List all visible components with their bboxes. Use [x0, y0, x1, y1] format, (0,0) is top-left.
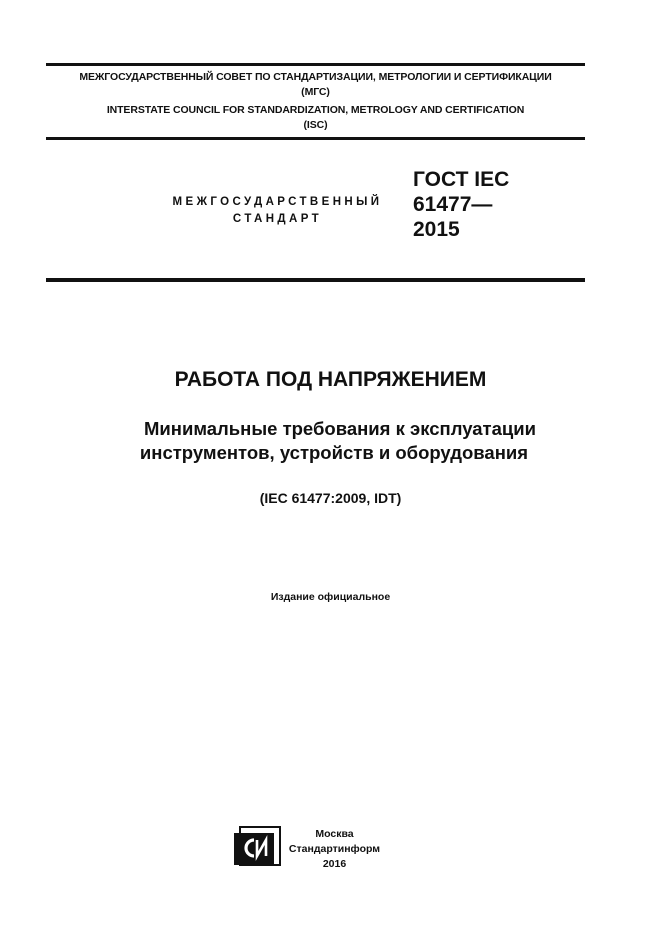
standard-designation: [413, 167, 583, 242]
publisher-name: Стандартинформ: [288, 843, 381, 855]
publisher-city: Москва: [315, 828, 354, 840]
council-english-name: INTERSTATE COUNCIL FOR STANDARDIZATION, METROLOGY AND CERTIFICATION: [106, 104, 525, 116]
council-english-abbreviation: (ISC): [303, 119, 328, 131]
middle-divider: [46, 137, 585, 140]
designation-line3: 2015: [413, 218, 460, 241]
bottom-divider: [46, 278, 585, 282]
council-russian-name: МЕЖГОСУДАРСТВЕННЫЙ СОВЕТ ПО СТАНДАРТИЗАЦИИ, МЕТРОЛОГИИ И СЕРТИФИКАЦИИ: [79, 71, 552, 83]
publisher-year: 2016: [322, 858, 347, 870]
subtitle-line1: Минимальные требования к эксплуатации: [143, 418, 537, 439]
iec-reference: (IEC 61477:2009, IDT): [259, 490, 402, 506]
subtitle-line2: инструментов, устройств и оборудования: [139, 442, 529, 463]
standard-type-line1: МЕЖГОСУДАРСТВЕННЫЙ: [172, 196, 383, 208]
council-english-block: [46, 103, 585, 133]
document-subtitle: [60, 417, 620, 465]
designation-line2: 61477—: [413, 193, 493, 216]
standard-type-label: [150, 194, 405, 228]
top-divider: [46, 63, 585, 66]
standard-type-line2: СТАНДАРТ: [232, 213, 323, 225]
standartinform-logo-icon: [233, 826, 281, 866]
publisher-block: [287, 827, 382, 872]
council-russian-abbreviation: (МГС): [301, 86, 330, 98]
document-title: РАБОТА ПОД НАПРЯЖЕНИЕМ: [174, 368, 487, 391]
designation-line1: ГОСТ IEC: [413, 168, 510, 191]
edition-note: Издание официальное: [270, 591, 391, 603]
council-russian-block: [46, 70, 585, 100]
